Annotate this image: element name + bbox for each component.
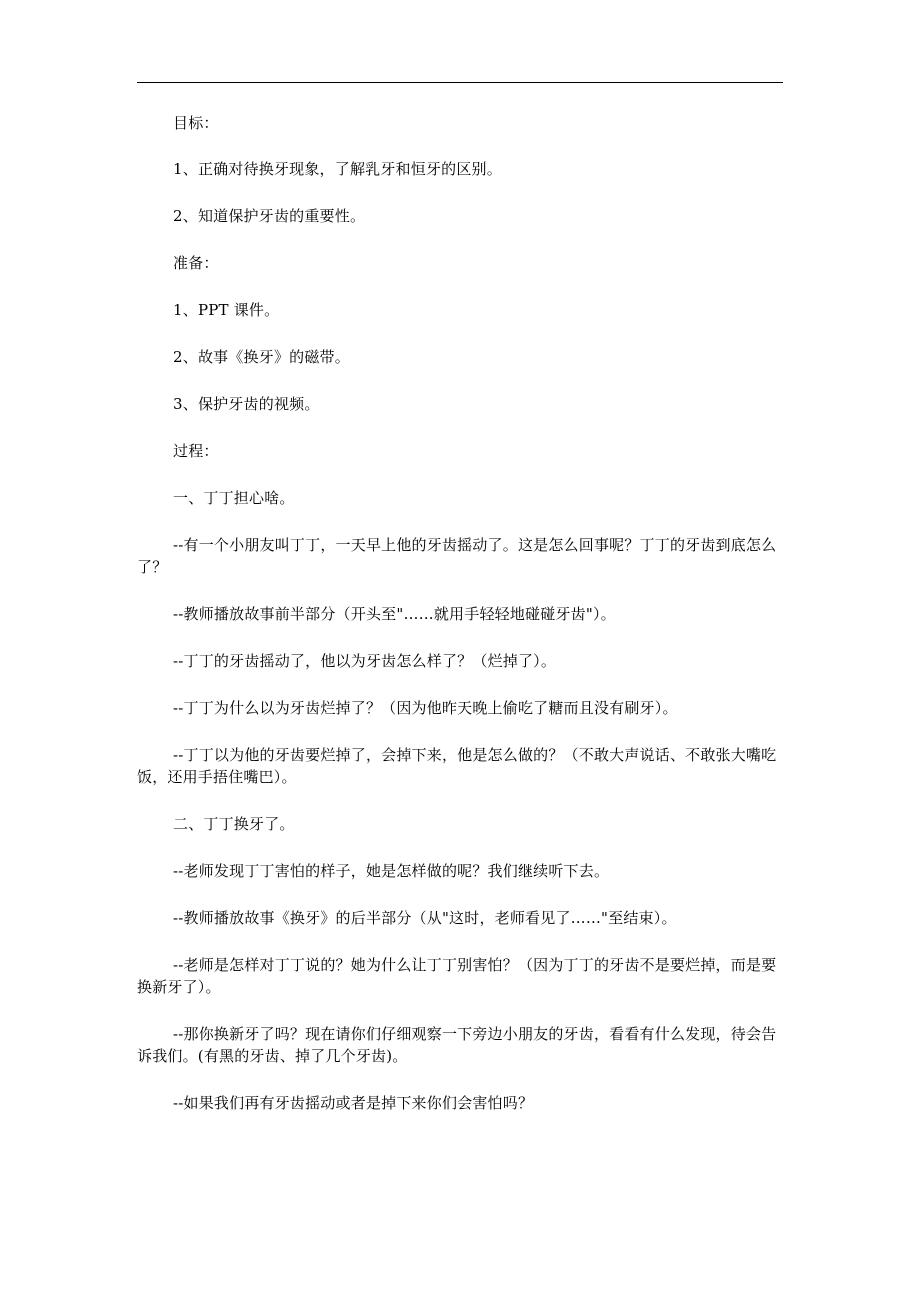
preparation-item: 2、故事《换牙》的磁带。 [173, 348, 350, 366]
preparation-item: 1、PPT 课件。 [173, 301, 280, 319]
goal-item: 2、知道保护牙齿的重要性。 [173, 207, 366, 225]
section-heading: 二、丁丁换牙了。 [173, 815, 295, 833]
process-step: --那你换新牙了吗？现在请你们仔细观察一下旁边小朋友的牙齿，看看有什么发现，待会告诉我们。(有黑的牙齿、掉了几个牙齿)。 [137, 1025, 777, 1065]
heading-process: 过程： [173, 442, 219, 460]
heading-preparation: 准备： [173, 254, 219, 272]
process-step: --教师播放故事《换牙》的后半部分（从"这时，老师看见了……"至结束）。 [173, 909, 677, 927]
process-step: --如果我们再有牙齿摇动或者是掉下来你们会害怕吗？ [173, 1094, 534, 1112]
header-rule [137, 82, 783, 83]
section-heading: 一、丁丁担心啥。 [173, 489, 295, 507]
document-body [137, 112, 783, 1114]
process-step: --丁丁的牙齿摇动了，他以为牙齿怎么样了？（烂掉了）。 [173, 652, 557, 670]
process-step: --老师是怎样对丁丁说的？她为什么让丁丁别害怕？（因为丁丁的牙齿不是要烂掉，而是要换新牙了）。 [137, 956, 777, 996]
goal-item: 1、正确对待换牙现象，了解乳牙和恒牙的区别。 [173, 160, 502, 178]
heading-goals: 目标： [173, 114, 219, 132]
process-step: --丁丁以为他的牙齿要烂掉了，会掉下来，他是怎么做的？（不敢大声说话、不敢张大嘴吃饭，还用手捂住嘴巴）。 [137, 746, 777, 786]
process-step: --教师播放故事前半部分（开头至"……就用手轻轻地碰碰牙齿"）。 [173, 605, 616, 623]
process-step: --老师发现丁丁害怕的样子，她是怎样做的呢？我们继续听下去。 [173, 862, 610, 880]
process-step: --有一个小朋友叫丁丁，一天早上他的牙齿摇动了。这是怎么回事呢？丁丁的牙齿到底怎么了？ [137, 536, 777, 576]
preparation-item: 3、保护牙齿的视频。 [173, 395, 320, 413]
process-step: --丁丁为什么以为牙齿烂掉了？（因为他昨天晚上偷吃了糖而且没有刷牙）。 [173, 699, 678, 717]
